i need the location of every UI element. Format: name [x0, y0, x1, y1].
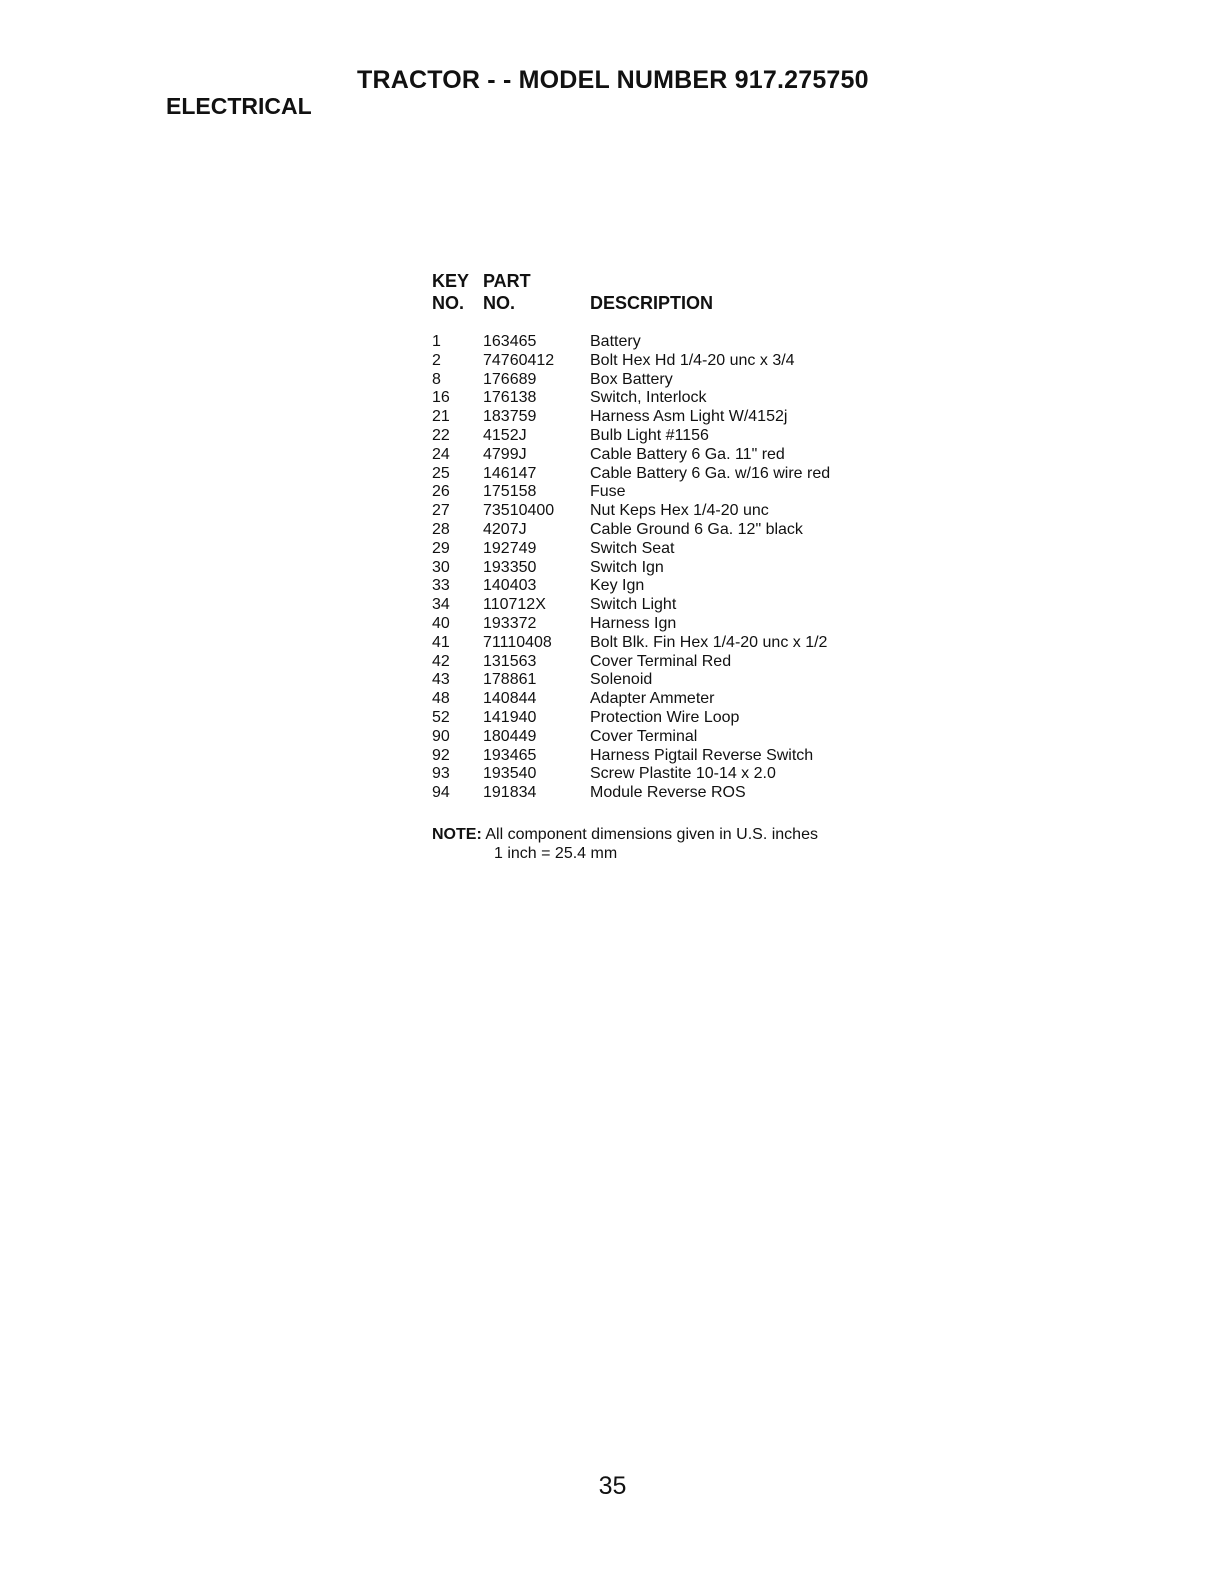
key-number: 41	[432, 633, 450, 651]
table-row	[432, 465, 902, 484]
part-description: Cover Terminal	[590, 727, 698, 745]
part-description: Switch Ign	[590, 558, 664, 576]
table-row	[432, 615, 902, 634]
key-number: 28	[432, 520, 450, 538]
part-description: Box Battery	[590, 370, 673, 388]
note-text: All component dimensions given in U.S. inches	[485, 826, 818, 843]
table-row	[432, 389, 902, 408]
part-number: 180449	[483, 727, 537, 745]
key-number: 26	[432, 483, 450, 501]
table-row	[432, 747, 902, 766]
table-row	[432, 596, 902, 615]
key-number: 40	[432, 614, 450, 632]
part-number: 140403	[483, 577, 537, 595]
key-number: 16	[432, 389, 450, 407]
part-number: 178861	[483, 671, 537, 689]
key-number: 93	[432, 765, 450, 783]
key-number: 43	[432, 671, 450, 689]
table-row	[432, 446, 902, 465]
part-description: Bolt Hex Hd 1/4-20 unc x 3/4	[590, 351, 795, 369]
table-row	[432, 653, 902, 672]
key-number: 8	[432, 370, 441, 388]
table-row	[432, 371, 902, 390]
part-description: Cable Battery 6 Ga. w/16 wire red	[590, 464, 831, 482]
part-number: 193372	[483, 614, 537, 632]
part-description: Cable Ground 6 Ga. 12" black	[590, 520, 803, 538]
parts-list	[432, 333, 902, 803]
part-description: Nut Keps Hex 1/4-20 unc	[590, 502, 769, 520]
part-description: Harness Ign	[590, 614, 677, 632]
key-number: 92	[432, 746, 450, 764]
table-row	[432, 634, 902, 653]
key-number: 30	[432, 558, 450, 576]
part-description: Key Ign	[590, 577, 645, 595]
section-heading: ELECTRICAL	[166, 93, 312, 119]
column-header-key-line2: NO.	[432, 293, 465, 313]
key-number: 21	[432, 408, 450, 426]
page-title: TRACTOR - - MODEL NUMBER 917.275750	[357, 66, 869, 94]
table-row	[432, 709, 902, 728]
table-row	[432, 577, 902, 596]
page-number: 35	[598, 1472, 627, 1500]
part-number: 193350	[483, 558, 537, 576]
note	[432, 825, 818, 844]
part-description: Screw Plastite 10-14 x 2.0	[590, 765, 776, 783]
key-number: 2	[432, 351, 441, 369]
table-row	[432, 333, 902, 352]
table-row	[432, 784, 902, 803]
note-label: NOTE:	[432, 826, 482, 843]
part-number: 71110408	[483, 633, 552, 651]
part-number: 193540	[483, 765, 537, 783]
part-description: Protection Wire Loop	[590, 708, 740, 726]
column-header-description: DESCRIPTION	[590, 293, 714, 313]
key-number: 25	[432, 464, 450, 482]
part-description: Fuse	[590, 483, 626, 501]
key-number: 42	[432, 652, 450, 670]
part-description: Switch Light	[590, 596, 677, 614]
part-number: 4207J	[483, 520, 527, 538]
part-number: 192749	[483, 539, 537, 557]
table-row	[432, 427, 902, 446]
table-row	[432, 559, 902, 578]
part-description: Switch Seat	[590, 539, 675, 557]
key-number: 48	[432, 690, 450, 708]
table-row	[432, 728, 902, 747]
part-number: 176689	[483, 370, 537, 388]
part-number: 163465	[483, 333, 537, 350]
part-description: Battery	[590, 333, 641, 350]
part-number: 141940	[483, 708, 537, 726]
part-description: Harness Pigtail Reverse Switch	[590, 746, 814, 764]
key-number: 52	[432, 708, 450, 726]
part-number: 131563	[483, 652, 537, 670]
part-number: 140844	[483, 690, 537, 708]
part-description: Cover Terminal Red	[590, 652, 732, 670]
part-description: Bulb Light #1156	[590, 426, 709, 444]
part-description: Cable Battery 6 Ga. 11" red	[590, 445, 785, 463]
note-conversion: 1 inch = 25.4 mm	[494, 845, 618, 862]
part-number: 193465	[483, 746, 537, 764]
table-row	[432, 408, 902, 427]
column-header-key-line1: KEY	[432, 271, 470, 291]
key-number: 33	[432, 577, 450, 595]
column-header-part-line2: NO.	[483, 293, 516, 313]
part-description: Adapter Ammeter	[590, 690, 715, 708]
part-number: 183759	[483, 408, 537, 426]
key-number: 94	[432, 784, 450, 802]
table-row	[432, 352, 902, 371]
part-description: Solenoid	[590, 671, 653, 689]
table-row	[432, 483, 902, 502]
table-row	[432, 671, 902, 690]
key-number: 22	[432, 426, 450, 444]
part-number: 74760412	[483, 351, 555, 369]
table-row	[432, 521, 902, 540]
key-number: 90	[432, 727, 450, 745]
part-number: 110712X	[483, 596, 546, 614]
table-row	[432, 765, 902, 784]
part-number: 191834	[483, 784, 537, 802]
key-number: 29	[432, 539, 450, 557]
part-number: 176138	[483, 389, 537, 407]
part-description: Module Reverse ROS	[590, 784, 746, 802]
key-number: 34	[432, 596, 450, 614]
table-row	[432, 540, 902, 559]
key-number: 24	[432, 445, 450, 463]
column-header-part-line1: PART	[483, 271, 531, 291]
part-number: 73510400	[483, 502, 555, 520]
part-number: 4152J	[483, 426, 527, 444]
key-number: 1	[432, 333, 441, 350]
part-description: Switch, Interlock	[590, 389, 707, 407]
part-number: 146147	[483, 464, 537, 482]
part-description: Bolt Blk. Fin Hex 1/4-20 unc x 1/2	[590, 633, 828, 651]
table-row	[432, 690, 902, 709]
part-number: 175158	[483, 483, 537, 501]
key-number: 27	[432, 502, 450, 520]
table-row	[432, 502, 902, 521]
part-number: 4799J	[483, 445, 527, 463]
part-description: Harness Asm Light W/4152j	[590, 408, 788, 426]
